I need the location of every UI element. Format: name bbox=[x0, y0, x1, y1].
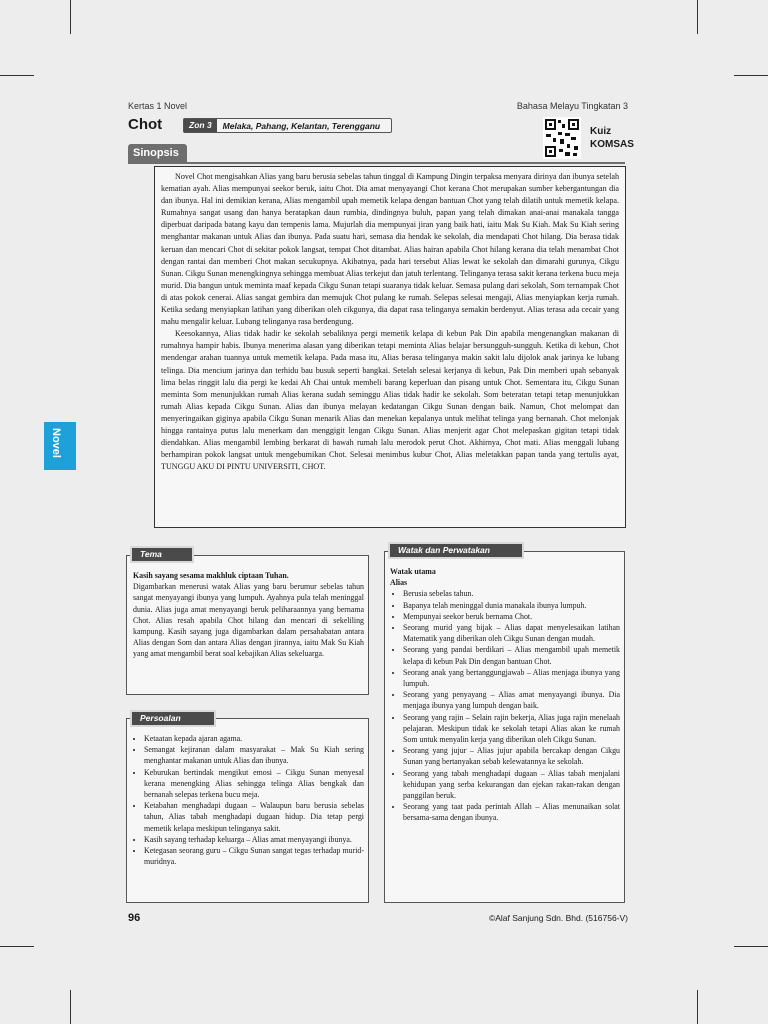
tema-label: Tema bbox=[130, 546, 194, 563]
persoalan-list bbox=[131, 733, 364, 867]
tema-panel bbox=[126, 555, 369, 695]
zone-states: Melaka, Pahang, Kelantan, Terengganu bbox=[222, 120, 381, 131]
watak-heading-2: Alias bbox=[390, 578, 408, 588]
list-item: • Seorang yang pandai berdikari – Alias mengambil upah memetik kelapa di kebun Pak Din dengan bantuan Chot. bbox=[403, 644, 620, 666]
kuiz-line2: KOMSAS bbox=[590, 139, 634, 150]
list-item: • Seorang anak yang bertanggungjawab – Alias menjaga ibunya yang lumpuh. bbox=[403, 667, 620, 689]
crop-mark bbox=[734, 75, 768, 76]
sinopsis-paragraph-1: Novel Chot mengisahkan Alias yang baru berusia sebelas tahun tinggal di Kampung Dingin terpaksa menyara dirinya dan ibunya setelah kematian ayah. Alias mempunyai seekor beruk, iaitu Chot. Dia amat menyayangi Chot kerana Chot merupakan sumber kebergantungan dia dan ibunya. Hal ini demikian kerana, Alias mengambil upah memetik kelapa dengan bantuan Chot yang telah dilatih untuk memetik kelapa. Rumahnya sangat usang dan hanya beratapkan daun rumbia, dindingnya buluh, papan yang telah dimakan anai-anai manakala tangga diperbuat daripada batang kayu dan tempenis lama. Mujurlah dia mempunyai jiran yang baik hati, iaitu Mak Su Kiah. Mak Su Kiah sering menghantar makanan untuk Alias dan ibunya. Pada suatu hari, semasa dia hendak ke sekolah, dia mendapati Chot hilang. Dia berasa tidak keruan dan mencari Chot di sekitar pokok langsat, tempat Chot ditambat. Alias hairan apabila Chot hilang kerana dia telah menambat Chot dengan rantai dan memberi Chot makan secukupnya. Akibatnya, pada hari tersebut Alias lewat ke sekolah dan dimarahi gurunya, Cikgu Sunan. Cikgu Sunan menengkingnya sehingga membuat Alias terkejut dan jatuh terlentang. Telinganya terasa sakit kerana terkena bucu meja murid. Dia bangun untuk meminta maaf kepada Cikgu Sunan tetapi suaranya tidak keluar. Semasa pulang dari sekolah, Som ternampak Chot di atas pokok cenerai. Alias sangat gembira dan memujuk Chot pulang ke rumah. Selepas selesai mengaji, Alias menyiapkan kerja rumah. Ketika sedang menyiapkan latihan yang diberikan oleh cikgunya, dia dapat rasa telinganya semakin berdenyut. Alias terasa ada cecair yang mahu mengalir keluar. Lubang telinganya rasa berdengung. bbox=[161, 172, 619, 327]
page-title: Chot bbox=[128, 116, 163, 133]
watak-heading-1: Watak utama bbox=[390, 567, 436, 576]
crop-mark bbox=[70, 0, 71, 34]
list-item: • Mempunyai seekor beruk bernama Chot. bbox=[403, 611, 620, 622]
header-left: Kertas 1 Novel bbox=[128, 101, 188, 111]
crop-mark bbox=[697, 0, 698, 34]
list-item: • Seorang yang jujur – Alias jujur apabila bercakap dengan Cikgu Sunan yang bertanyakan sebab kelewatannya ke sekolah. bbox=[403, 745, 620, 767]
tema-heading: Kasih sayang sesama makhluk ciptaan Tuhan. bbox=[133, 571, 289, 580]
copyright: ©Alaf Sanjung Sdn. Bhd. (516756-V) bbox=[488, 913, 628, 923]
crop-mark bbox=[734, 946, 768, 947]
persoalan-panel bbox=[126, 718, 369, 903]
divider bbox=[128, 162, 625, 164]
crop-mark bbox=[697, 990, 698, 1024]
page-number: 96 bbox=[128, 912, 141, 924]
list-item: • Berusia sebelas tahun. bbox=[403, 588, 620, 599]
tema-body: Digambarkan menerusi watak Alias yang baru berumur sebelas tahun sangat menyayangi ibunya yang lumpuh. Ayahnya pula telah meninggal dunia. Alias juga amat menyayangi beruk peliharaannya yang bernama Chot. Alias resah apabila Chot hilang dan mencari di sekeliling kampung. Kasih sayang juga digambarkan dalam persahabatan antara Alias dengan Som dan antara Alias dengan jirannya, iaitu Mak Su Kiah yang amat mengambil berat soal kebajikan Alias sekeluarga. bbox=[133, 582, 364, 659]
kuiz-line1: Kuiz bbox=[590, 126, 612, 137]
list-item: • Ketaatan kepada ajaran agama. bbox=[144, 733, 364, 744]
list-item: • Kasih sayang terhadap keluarga – Alias amat menyayangi ibunya. bbox=[144, 834, 364, 845]
sinopsis-paragraph-2: Keesokannya, Alias tidak hadir ke sekolah sebaliknya pergi memetik kelapa di kebun Pak Din apabila mengenangkan makanan di rumahnya hampir habis. Ibunya menerima alasan yang diberikan tetapi meminta Alias belajar bersungguh-sungguh. Ketika di kebun, Chot mendengar arahan tuannya untuk memetik kelapa. Pada masa itu, Alias berasa telinganya makin sakit lalu dijolok anak jarinya ke lubang telinga. Dia mencium jarinya dan terhidu bau busuk seperti bangkai. Setelah selesai kerjanya di kebun, Pak Din memberi upah sebanyak lima belas ringgit lalu dia pergi ke kedai Ah Chai untuk membeli barang keperluan dan pisang untuk Chot. Sementara itu, Cikgu Sunan meminta Som menunjukkan rumah Alias kerana sudah seminggu Alias tidak hadir ke sekolah. Som beteratan tetapi tetap menunjukkan rumah Alias kepada Cikgu Sunan. Alias dan ibunya melayan kedatangan Cikgu Sunan dengan baik. Namun, Chot melompat dan menyeringaikan giginya apabila Cikgu Sunan menarik Alias dan menekan kepalanya untuk melihat telinga yang bernanah. Chot melonjak hingga rantainya putus lalu menerkam dan menggigit lengan Cikgu Sunan. Alias menjerit agar Chot melepaskan gigitan tetapi tidak diendahkan. Alias mengambil lembing berkarat di bawah rumah lalu merodok perut Chot. Akhirnya, Chot mati. Alias menggali lubang berhampiran pokok langsat untuk mengebumikan Chot. Selesai menimbus kubur Chot, Alias meletakkan papan tanda yang tertulis ayat, TUNGGU AKU DI PINTU UNIVERSITI, CHOT. bbox=[161, 329, 619, 472]
watak-list bbox=[390, 588, 620, 823]
zone-label bbox=[183, 118, 392, 133]
watak-panel bbox=[384, 551, 625, 903]
list-item: • Seorang yang tabah menghadapi dugaan – Alias tabah menjalani kehidupan yang serba kekurangan dan ejekan rakan-rakan dengan panggilan beruk. bbox=[403, 768, 620, 802]
list-item: • Seorang yang penyayang – Alias amat menyayangi ibunya. Dia menjaga ibunya yang lumpuh dengan baik. bbox=[403, 689, 620, 711]
zone-tag: Zon 3 bbox=[184, 119, 217, 132]
watak-label: Watak dan Perwatakan bbox=[388, 542, 524, 559]
list-item: • Seorang murid yang bijak – Alias dapat menyelesaikan latihan Matematik yang diberikan oleh Cikgu Sunan dengan mudah. bbox=[403, 622, 620, 644]
list-item: • Keburukan bertindak mengikut emosi – Cikgu Sunan menyesal kerana menengking Alias sehingga telinga Alias bengkak dan bernanah selepas terkena bucu meja. bbox=[144, 767, 364, 801]
list-item: • Seorang yang taat pada perintah Allah – Alias menunaikan solat bersama-sama dengan ibunya. bbox=[403, 801, 620, 823]
list-item: • Semangat kejiranan dalam masyarakat – Mak Su Kiah sering menghantar makanan untuk Alias dan ibunya. bbox=[144, 744, 364, 766]
crop-mark bbox=[0, 75, 34, 76]
list-item: • Ketegasan seorang guru – Cikgu Sunan sangat tegas terhadap murid-muridnya. bbox=[144, 845, 364, 867]
crop-mark bbox=[70, 990, 71, 1024]
persoalan-label: Persoalan bbox=[130, 710, 216, 727]
header-right: Bahasa Melayu Tingkatan 3 bbox=[516, 101, 628, 111]
novel-side-tab-label: Novel bbox=[50, 428, 62, 458]
list-item: • Seorang yang rajin – Selain rajin bekerja, Alias juga rajin menelaah pelajaran. Meskipun tidak ke sekolah tetapi Alias akan ke rumah Som untuk menyalin kerja yang diberikan oleh Cikgu Sunan. bbox=[403, 712, 620, 746]
sinopsis-box bbox=[154, 166, 626, 528]
list-item: • Bapanya telah meninggal dunia manakala ibunya lumpuh. bbox=[403, 600, 620, 611]
qr-code-icon[interactable] bbox=[543, 117, 581, 159]
list-item: • Ketabahan menghadapi dugaan – Walaupun baru berusia sebelas tahun, Alias tabah menghadapi dugaan hidup. Dia tetap pergi memetik kelapa meskipun telinganya sakit. bbox=[144, 800, 364, 834]
novel-side-tab bbox=[44, 422, 76, 470]
crop-mark bbox=[0, 946, 34, 947]
kuiz-komsas-label bbox=[590, 125, 634, 151]
sinopsis-heading: Sinopsis bbox=[128, 144, 187, 163]
